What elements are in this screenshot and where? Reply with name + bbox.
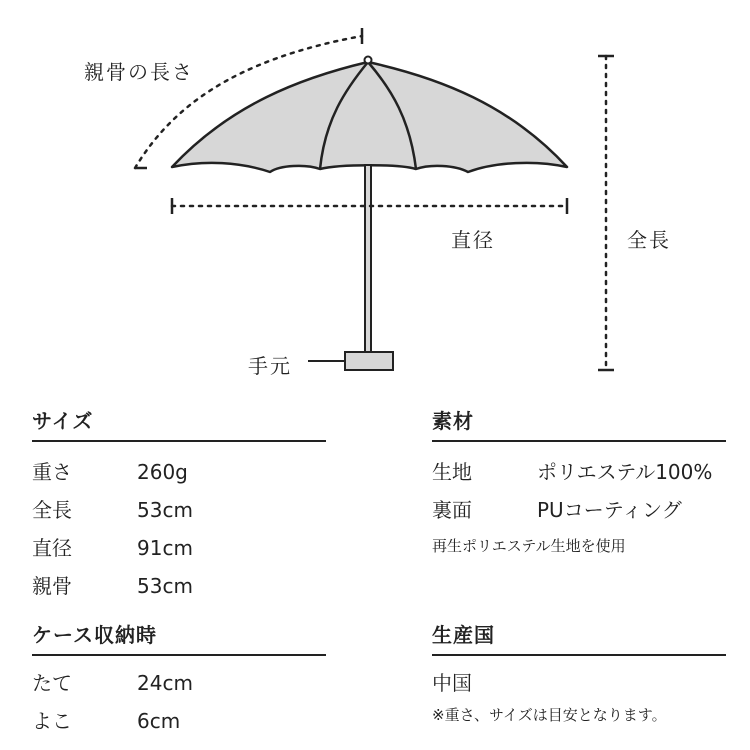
origin-title: 生産国 xyxy=(432,623,495,647)
case-divider xyxy=(32,654,326,656)
material-row-fabric xyxy=(432,453,726,491)
size-divider xyxy=(32,440,326,442)
material-divider xyxy=(432,440,726,442)
case-section xyxy=(32,620,326,740)
handle-label: 手元 xyxy=(248,354,292,378)
material-row-value: PUコーティング xyxy=(537,498,682,522)
size-title: サイズ xyxy=(32,409,94,433)
size-row-total-length xyxy=(32,491,326,529)
total-length-label: 全長 xyxy=(627,228,671,252)
umbrella-canopy xyxy=(172,62,567,172)
material-row-backing xyxy=(432,491,726,529)
case-row-value: 24cm xyxy=(137,671,193,695)
origin-value-row xyxy=(432,664,726,702)
size-row-value: 91cm xyxy=(137,536,193,560)
umbrella-tip xyxy=(365,57,372,64)
size-row-value: 53cm xyxy=(137,574,193,598)
material-row-label: 生地 xyxy=(432,460,472,484)
origin-value: 中国 xyxy=(432,671,472,695)
umbrella-shaft xyxy=(365,165,371,355)
case-title: ケース収納時 xyxy=(32,623,157,647)
diameter-label: 直径 xyxy=(451,228,495,252)
material-note: 再生ポリエステル生地を使用 xyxy=(432,537,626,555)
material-section xyxy=(432,406,726,556)
material-row-label: 裏面 xyxy=(432,498,472,522)
rib-length-label: 親骨の長さ xyxy=(84,60,194,84)
size-row-diameter xyxy=(32,529,326,567)
size-row-label: 重さ xyxy=(32,460,72,484)
case-row-height xyxy=(32,664,326,702)
size-row-label: 全長 xyxy=(32,498,72,522)
origin-note: ※重さ、サイズは目安となります。 xyxy=(432,706,667,724)
size-row-value: 260g xyxy=(137,460,188,484)
size-section xyxy=(32,406,326,605)
umbrella-handle xyxy=(345,352,393,370)
size-row-value: 53cm xyxy=(137,498,193,522)
origin-section xyxy=(432,620,726,725)
case-row-label: よこ xyxy=(32,709,72,733)
material-title: 素材 xyxy=(432,409,474,433)
size-row-weight xyxy=(32,453,326,491)
origin-divider xyxy=(432,654,726,656)
size-row-label: 親骨 xyxy=(32,574,72,598)
size-row-rib xyxy=(32,567,326,605)
case-row-value: 6cm xyxy=(137,709,181,733)
case-row-width xyxy=(32,702,326,740)
material-row-value: ポリエステル100% xyxy=(537,460,713,484)
case-row-label: たて xyxy=(32,671,72,695)
size-row-label: 直径 xyxy=(32,536,72,560)
